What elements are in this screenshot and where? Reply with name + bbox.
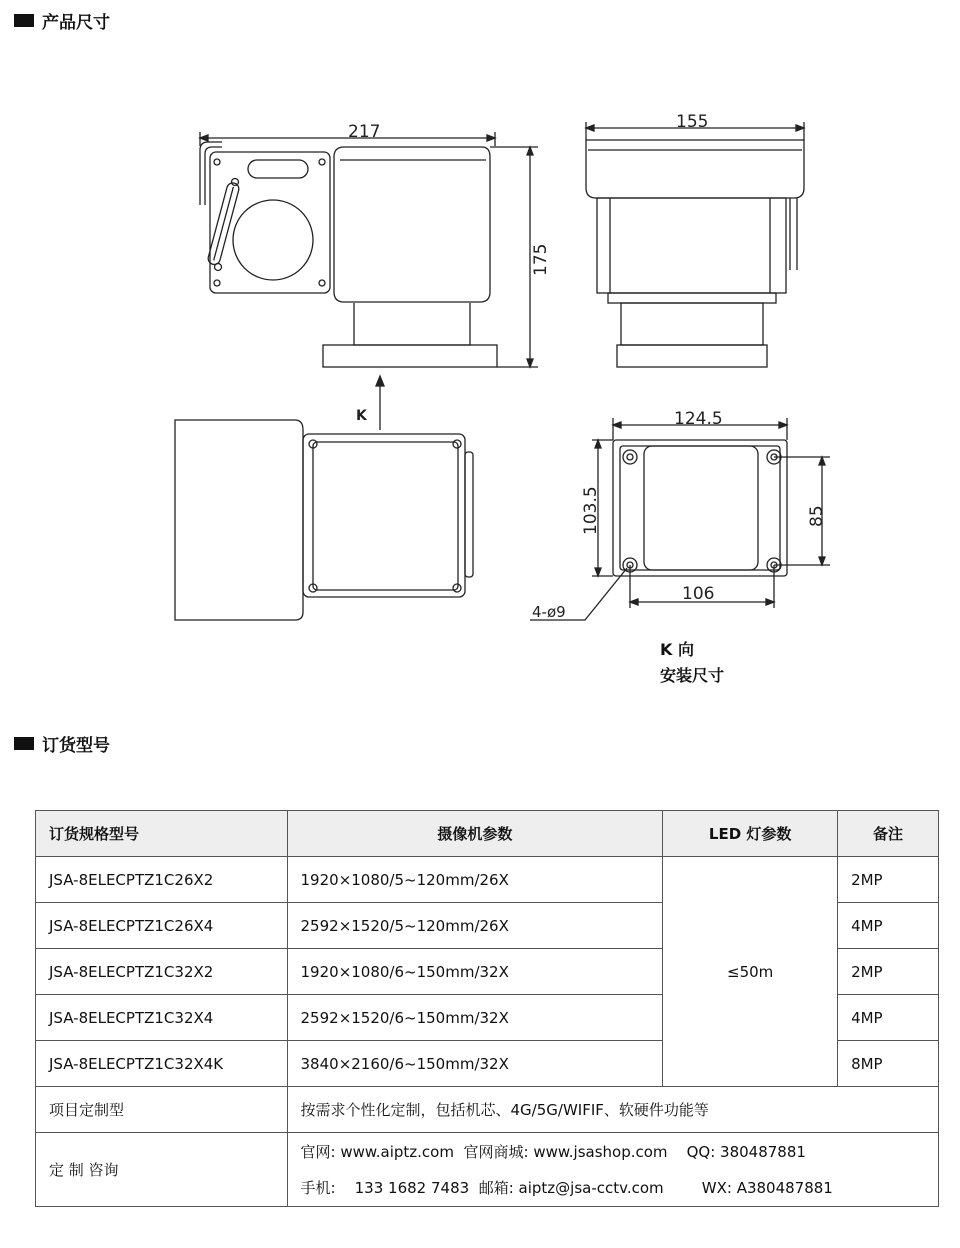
cell-model: JSA-8ELECPTZ1C32X4K [36, 1041, 288, 1087]
dim-hole-horizontal-label: 106 [682, 584, 715, 604]
dim-width-side-label: 217 [348, 122, 381, 142]
dim-height-label: 175 [531, 243, 551, 276]
cell-model: JSA-8ELECPTZ1C32X2 [36, 949, 288, 995]
header-note: 备注 [838, 811, 939, 857]
cell-note: 8MP [838, 1041, 939, 1087]
dim-holes-label: 4-ø9 [532, 603, 566, 621]
cell-camera: 1920×1080/5~120mm/26X [287, 857, 663, 903]
section-title: 产品尺寸 [42, 13, 110, 33]
table-row [36, 857, 939, 903]
cell-model: JSA-8ELECPTZ1C32X4 [36, 995, 288, 1041]
cell-note: 4MP [838, 995, 939, 1041]
cell-camera: 3840×2160/6~150mm/32X [287, 1041, 663, 1087]
cell-contact-label: 定 制 咨询 [36, 1133, 288, 1207]
dim-mount-width-label: 124.5 [674, 409, 723, 429]
cell-camera: 2592×1520/6~150mm/32X [287, 995, 663, 1041]
k-view-line2: 安装尺寸 [660, 666, 725, 685]
k-view-line1: K 向 [660, 640, 694, 659]
cell-contact-info [287, 1133, 938, 1207]
dim-width-front-label: 155 [676, 112, 709, 132]
cell-led: ≤50m [663, 857, 838, 1087]
k-view-caption [660, 637, 724, 689]
side-view [200, 132, 538, 367]
k-view-mounting [530, 418, 830, 620]
table-row-custom [36, 1087, 939, 1133]
table-row-contact [36, 1133, 939, 1207]
dim-hole-vertical-label: 85 [807, 505, 827, 527]
cell-note: 2MP [838, 949, 939, 995]
contact-line-web: 官网: www.aiptz.com 官网商城: www.jsashop.com QQ: 380487881 [300, 1142, 806, 1161]
k-arrow [376, 376, 384, 430]
header-model: 订货规格型号 [36, 811, 288, 857]
section-header-order [14, 731, 110, 756]
cell-note: 4MP [838, 903, 939, 949]
cell-camera: 1920×1080/6~150mm/32X [287, 949, 663, 995]
front-view [586, 122, 804, 367]
cell-camera: 2592×1520/5~120mm/26X [287, 903, 663, 949]
header-camera: 摄像机参数 [287, 811, 663, 857]
arrow-label: K [356, 408, 367, 424]
cell-model: JSA-8ELECPTZ1C26X2 [36, 857, 288, 903]
square-bullet-icon [14, 737, 34, 750]
section-title: 订货型号 [42, 736, 110, 756]
header-led: LED 灯参数 [663, 811, 838, 857]
order-table [35, 810, 939, 1207]
contact-line-phone: 手机: 133 1682 7483 邮箱: aiptz@jsa-cctv.com WX: A380487881 [300, 1178, 833, 1197]
bottom-side-view [175, 420, 473, 620]
cell-custom-text: 按需求个性化定制，包括机芯、4G/5G/WIFIF、软硬件功能等 [287, 1087, 938, 1133]
table-header-row [36, 811, 939, 857]
dim-mount-height-label: 103.5 [581, 486, 601, 535]
cell-note: 2MP [838, 857, 939, 903]
cell-custom-label: 项目定制型 [36, 1087, 288, 1133]
cell-model: JSA-8ELECPTZ1C26X4 [36, 903, 288, 949]
